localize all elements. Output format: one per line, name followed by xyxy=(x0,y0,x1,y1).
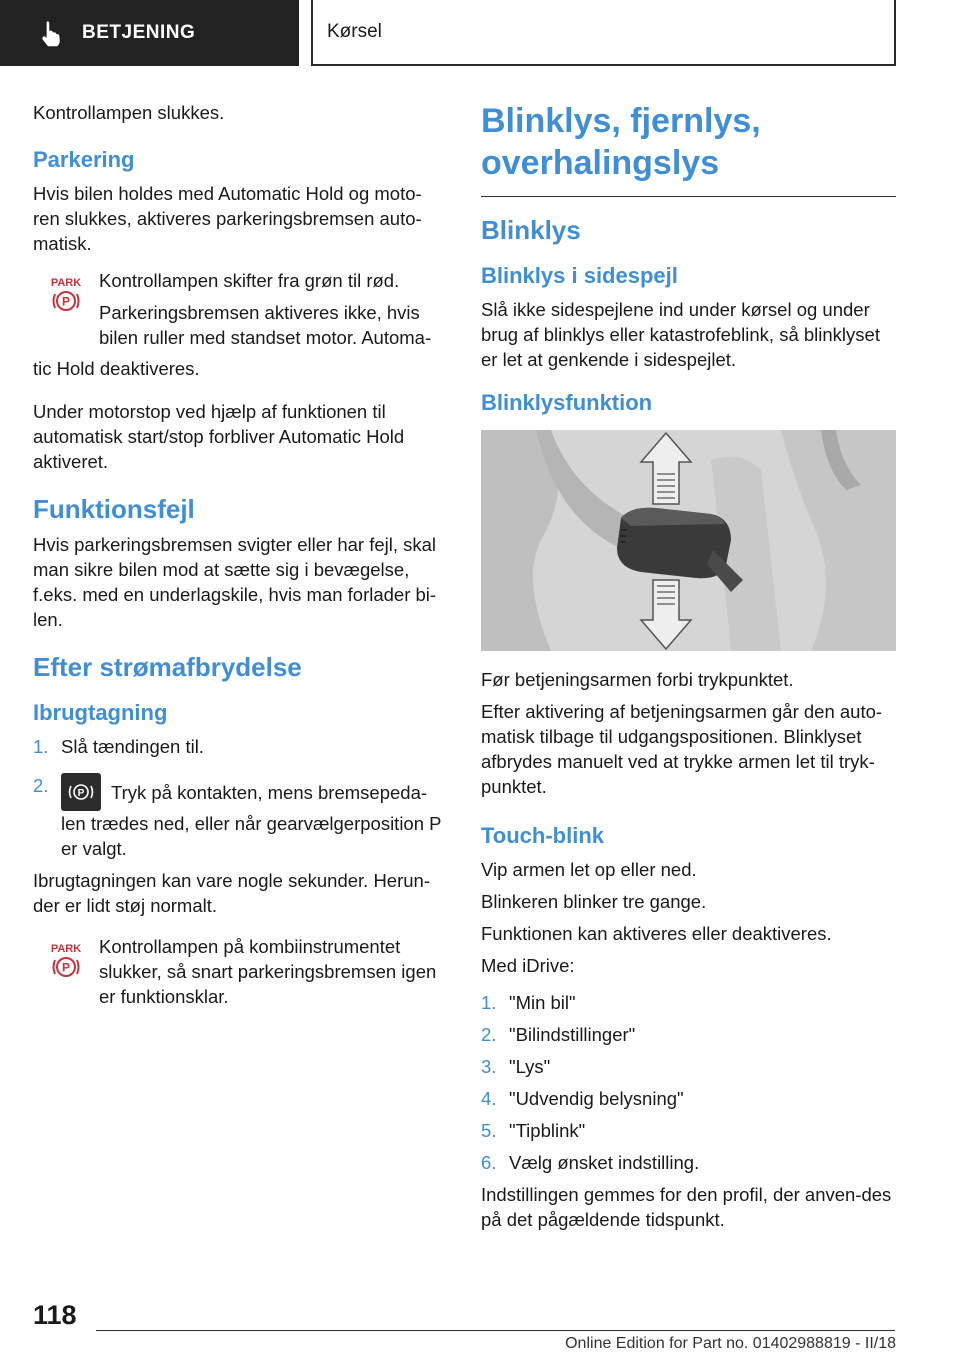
section-label: BETJENING xyxy=(82,22,196,43)
heading-blinklys-sidespejl: Blinklys i sidespejl xyxy=(481,263,678,288)
start-stop-paragraph: Under motorstop ved hjælp af funktionen til automatisk start/stop forbliver Automatic Hold aktiveret. xyxy=(33,401,405,472)
intro-text: Kontrollampen slukkes. xyxy=(33,102,225,123)
sidespejl-paragraph: Slå ikke sidespejlene ind under kørsel og under brug af blinklys eller katastrofeblink, så blinklyset er let at genkende i sidespejlet. xyxy=(481,299,880,370)
touch-line: Funktionen kan aktiveres eller deaktiveres. xyxy=(481,923,832,944)
parkering-paragraph: Hvis bilen holdes med Automatic Hold og moto-ren slukkes, aktiveres parkeringsbremsen auto-matisk. xyxy=(33,183,422,254)
main-title-line1: Blinklys, fjernlys, xyxy=(481,102,761,140)
svg-text:P: P xyxy=(61,294,71,309)
list-item: 1. Slå tændingen til. xyxy=(33,736,204,757)
svg-text:P: P xyxy=(61,960,71,975)
svg-text:PARK: PARK xyxy=(50,943,82,955)
park-note-tail: tic Hold deaktiveres. xyxy=(33,358,200,379)
list-item: 3. "Lys" xyxy=(481,1056,551,1077)
heading-funktionsfejl: Funktionsfejl xyxy=(33,494,195,524)
section-tab xyxy=(0,0,299,66)
hand-pointer-icon xyxy=(36,18,66,48)
idrive-steps xyxy=(481,990,896,1175)
ibrugtagning-steps xyxy=(33,734,448,861)
park-note-2-text: Kontrollampen på kombiinstrumentet slukker, så snart parkeringsbremsen igen er funktionsklar. xyxy=(99,936,437,1007)
park-note xyxy=(33,268,448,359)
closing-paragraph: Indstillingen gemmes for den profil, der anven-des på det pågældende tidspunkt. xyxy=(481,1184,892,1230)
heading-touch-blink: Touch-blink xyxy=(481,823,605,848)
blinklys-para1: Før betjeningsarmen forbi trykpunktet. xyxy=(481,669,794,690)
list-item: 2. P Tryk på kontakten, mens bremsepeda-len trædes ned, eller når gearvælgerposition P er valgt. xyxy=(33,775,442,859)
list-item: 5. "Tipblink" xyxy=(481,1120,586,1141)
main-title-line2: overhalingslys xyxy=(481,144,720,182)
svg-text:PARK: PARK xyxy=(50,277,82,289)
park-brake-icon xyxy=(46,274,86,314)
blinklys-para2: Efter aktivering af betjeningsarmen går den auto-matisk tilbage til udgangspositionen. Blinklyset afbrydes manuelt ved at trykke armen let til tryk-punktet. xyxy=(481,701,883,797)
touch-line: Vip armen let op eller ned. xyxy=(481,859,697,880)
page-number: 118 xyxy=(33,1300,77,1330)
list-item: 1. "Min bil" xyxy=(481,992,576,1013)
page-header xyxy=(0,0,960,66)
park-brake-icon xyxy=(46,940,86,980)
park-note-2 xyxy=(33,934,448,1018)
touch-line: Blinkeren blinker tre gange. xyxy=(481,891,707,912)
heading-blinklysfunktion: Blinklysfunktion xyxy=(481,390,653,415)
title-divider xyxy=(481,196,896,197)
chapter-tab xyxy=(311,0,896,66)
list-item: 2. "Bilindstillinger" xyxy=(481,1024,636,1045)
touch-line: Med iDrive: xyxy=(481,955,575,976)
heading-efter-stroemafbrydelse: Efter strømafbrydelse xyxy=(33,652,302,682)
turn-signal-lever-illustration xyxy=(481,430,896,651)
list-item: 6. Vælg ønsket indstilling. xyxy=(481,1152,700,1173)
svg-text:P: P xyxy=(77,788,85,799)
left-column xyxy=(33,100,448,1024)
park-note-line1: Kontrollampen skifter fra grøn til rød. xyxy=(99,270,400,291)
park-note-line2: Parkeringsbremsen aktiveres ikke, hvis bilen ruller med standset motor. Automa- xyxy=(99,302,432,348)
footer-divider xyxy=(96,1330,895,1331)
heading-parkering: Parkering xyxy=(33,147,135,172)
heading-ibrugtagning: Ibrugtagning xyxy=(33,700,168,725)
heading-blinklys: Blinklys xyxy=(481,215,581,245)
list-item: 4. "Udvendig belysning" xyxy=(481,1088,684,1109)
right-column xyxy=(481,100,896,1241)
parking-brake-button-icon xyxy=(61,773,101,811)
chapter-label: Kørsel xyxy=(327,21,382,42)
ibrugtagning-paragraph: Ibrugtagningen kan vare nogle sekunder. Herun-der er lidt støj normalt. xyxy=(33,870,430,916)
funktionsfejl-paragraph: Hvis parkeringsbremsen svigter eller har fejl, skal man sikre bilen mod at sætte sig i bevægelse, f.eks. med en underlagskile, hvis man forlader bi-len. xyxy=(33,534,437,630)
footer-edition: Online Edition for Part no. 01402988819 - II/18 xyxy=(565,1335,896,1352)
